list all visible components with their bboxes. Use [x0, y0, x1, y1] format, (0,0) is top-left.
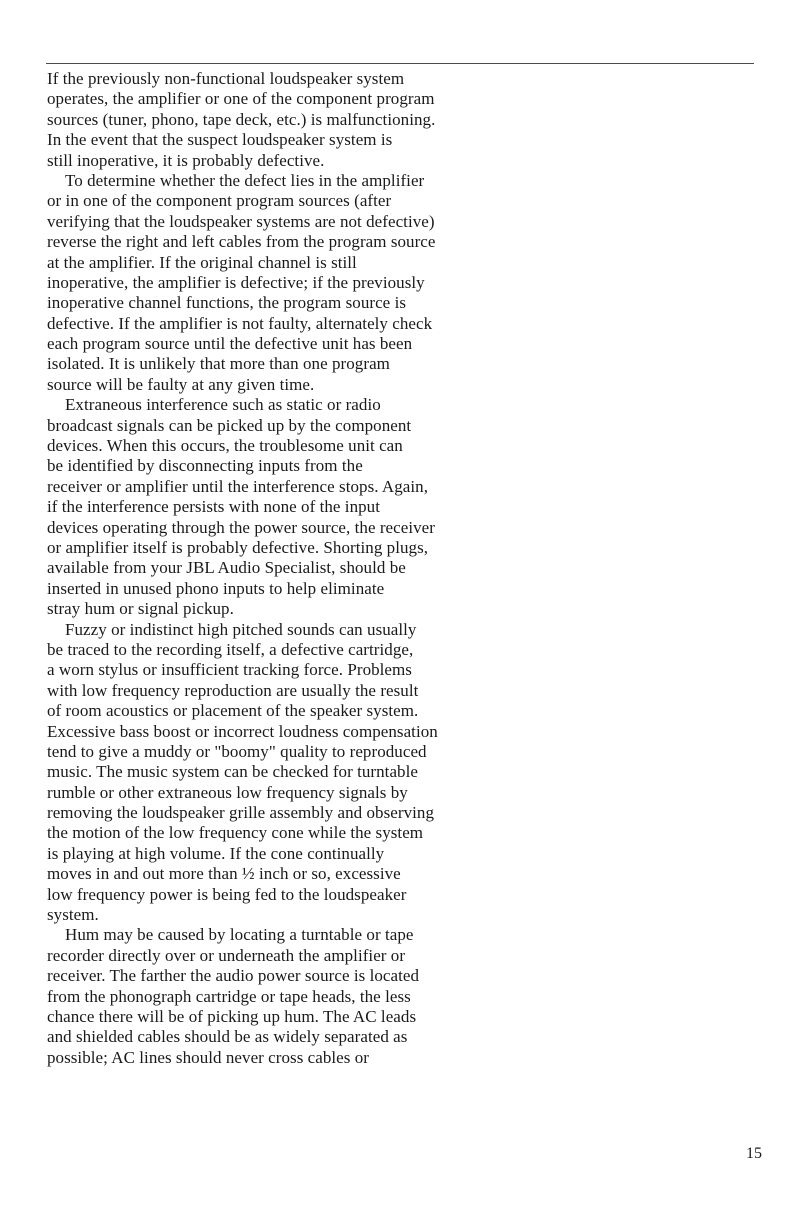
text-line: and shielded cables should be as widely separated as — [47, 1027, 408, 1047]
text-line: operates, the amplifier or one of the component program — [47, 89, 435, 109]
text-line: or in one of the component program sources (after — [47, 191, 392, 211]
text-line: recorder directly over or underneath the amplifier or — [47, 945, 406, 965]
text-line: sources (tuner, phono, tape deck, etc.) is malfunctioning. — [47, 109, 436, 129]
text-line: or amplifier itself is probably defective. Shorting plugs, — [47, 537, 429, 557]
text-line: possible; AC lines should never cross cables or — [47, 1047, 369, 1067]
text-line: To determine whether the defect lies in the amplifier — [65, 170, 425, 190]
text-line: defective. If the amplifier is not faulty, alternately check — [47, 313, 433, 333]
text-line: inoperative channel functions, the program source is — [47, 293, 407, 313]
text-line: removing the loudspeaker grille assembly and observing — [47, 803, 434, 823]
text-line: verifying that the loudspeaker systems are not defective) — [47, 211, 435, 231]
text-line: music. The music system can be checked for turntable — [47, 762, 418, 782]
text-line: source will be faulty at any given time. — [47, 374, 315, 394]
text-line: is playing at high volume. If the cone continually — [47, 843, 385, 863]
text-line: be identified by disconnecting inputs from the — [47, 456, 363, 476]
text-line: inserted in unused phono inputs to help eliminate — [47, 578, 385, 598]
text-line: with low frequency reproduction are usually the result — [47, 680, 419, 700]
text-line: devices. When this occurs, the troublesome unit can — [47, 436, 403, 456]
text-line: stray hum or signal pickup. — [47, 599, 234, 619]
paragraph — [47, 620, 527, 926]
text-line: If the previously non-functional loudspeaker system — [47, 69, 405, 88]
paragraph — [47, 171, 527, 395]
text-line: rumble or other extraneous low frequency signals by — [47, 782, 408, 802]
page-number: 15 — [746, 1145, 762, 1162]
text-line: from the phonograph cartridge or tape heads, the less — [47, 986, 411, 1006]
text-line: chance there will be of picking up hum. The AC leads — [47, 1006, 417, 1026]
text-line: reverse the right and left cables from the program source — [47, 232, 436, 252]
text-line: at the amplifier. If the original channel is still — [47, 252, 357, 272]
text-line: the motion of the low frequency cone while the system — [47, 823, 424, 843]
text-line: each program source until the defective unit has been — [47, 334, 413, 354]
body-text — [47, 69, 527, 1068]
text-line: system. — [47, 905, 99, 925]
header-rule — [46, 63, 754, 64]
text-line: Excessive bass boost or incorrect loudness compensation — [47, 721, 438, 741]
text-line: isolated. It is unlikely that more than one program — [47, 354, 390, 374]
text-line: still inoperative, it is probably defective. — [47, 150, 325, 170]
paragraph — [47, 925, 527, 1068]
text-line: Hum may be caused by locating a turntable or tape — [65, 925, 414, 945]
text-line: receiver. The farther the audio power source is located — [47, 966, 420, 986]
paragraph — [47, 395, 527, 619]
text-line: devices operating through the power source, the receiver — [47, 517, 435, 537]
text-line: inoperative, the amplifier is defective; if the previously — [47, 272, 425, 292]
paragraph — [47, 69, 527, 171]
text-line: moves in and out more than ½ inch or so, excessive — [47, 864, 401, 884]
text-line: of room acoustics or placement of the speaker system. — [47, 701, 419, 721]
text-line: broadcast signals can be picked up by the component — [47, 415, 412, 435]
text-line: Extraneous interference such as static or radio — [65, 395, 381, 415]
text-line: Fuzzy or indistinct high pitched sounds can usually — [65, 619, 417, 639]
text-line: a worn stylus or insufficient tracking force. Problems — [47, 660, 412, 680]
text-line: receiver or amplifier until the interference stops. Again, — [47, 476, 428, 496]
text-line: In the event that the suspect loudspeaker system is — [47, 130, 393, 150]
text-line: tend to give a muddy or "boomy" quality to reproduced — [47, 741, 427, 761]
text-line: be traced to the recording itself, a defective cartridge, — [47, 639, 414, 659]
text-line: available from your JBL Audio Specialist, should be — [47, 558, 406, 578]
text-line: if the interference persists with none of the input — [47, 497, 381, 517]
text-line: low frequency power is being fed to the loudspeaker — [47, 884, 407, 904]
